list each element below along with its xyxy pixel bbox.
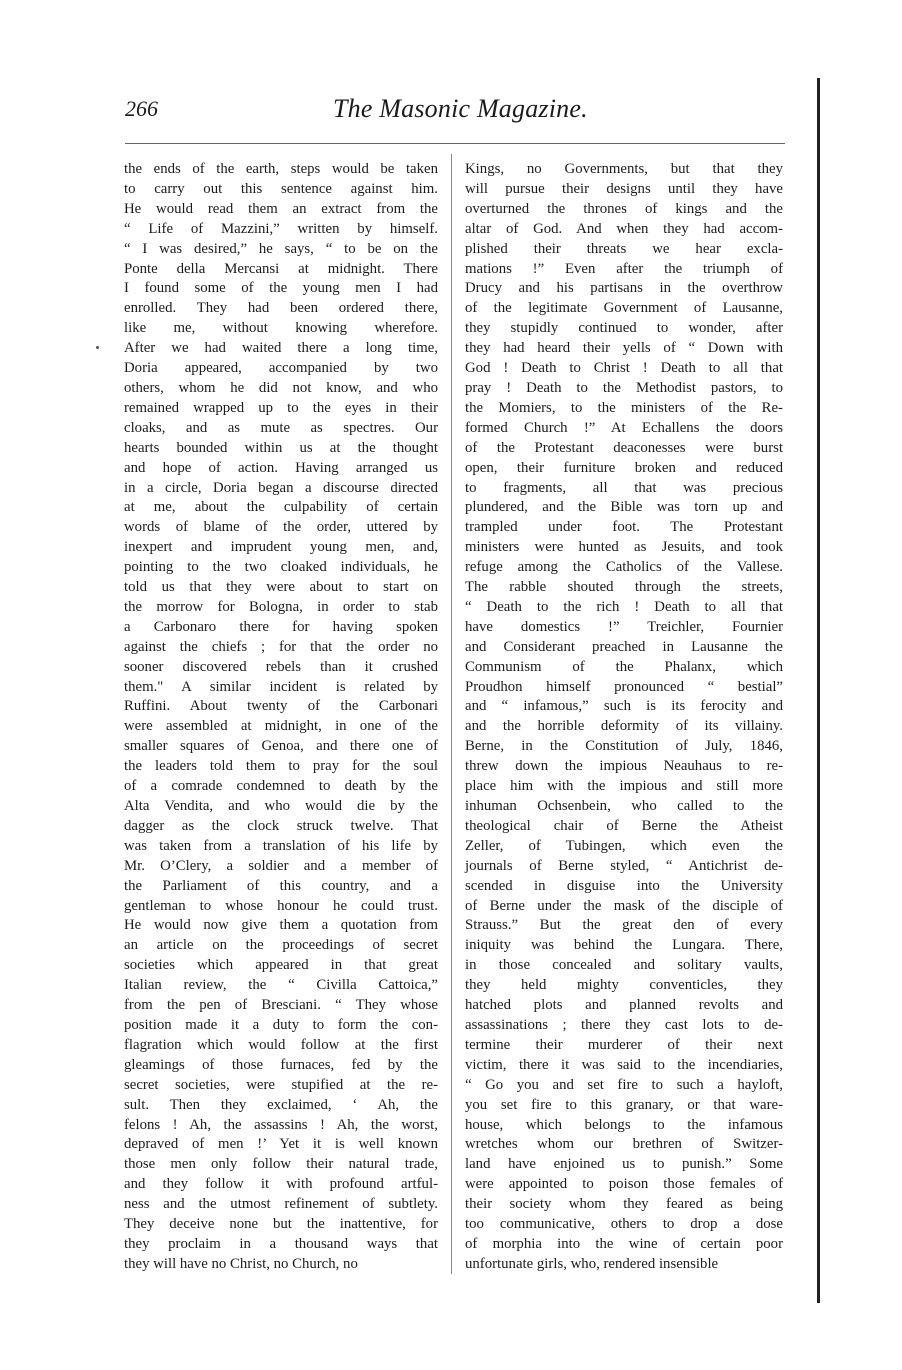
text-line: refuge among the Catholics of the Vallese. <box>465 559 783 576</box>
column-divider <box>451 154 452 1274</box>
text-line: Strauss.” But the great den of every <box>465 917 783 934</box>
text-line: them." A similar incident is related by <box>124 678 438 695</box>
text-line: those men only follow their natural trade, <box>124 1156 438 1173</box>
text-line: flagration which would follow at the first <box>124 1036 438 1053</box>
text-line: “ Death to the rich ! Death to all that <box>465 598 783 615</box>
text-line: Ponte della Mercansi at midnight. There <box>124 260 438 277</box>
text-line: and “ infamous,” such is its ferocity and <box>465 698 783 715</box>
text-line: the ends of the earth, steps would be taken <box>124 161 438 177</box>
text-line: They deceive none but the inattentive, for <box>124 1216 438 1233</box>
text-line: they will have no Christ, no Church, no <box>124 1255 358 1272</box>
text-line: ness and the utmost refinement of subtlety. <box>124 1196 438 1213</box>
text-line: remained wrapped up to the eyes in their <box>124 399 438 416</box>
text-line: to fragments, all that was precious <box>465 479 783 496</box>
text-line: an article on the proceedings of secret <box>124 937 438 954</box>
text-line: the leaders told them to pray for the soul <box>124 758 438 775</box>
text-line: they stupidly continued to wonder, after <box>465 320 783 337</box>
text-line: sult. Then they exclaimed, ‘ Ah, the <box>124 1096 438 1113</box>
text-line: He would now give them a quotation from <box>124 917 438 934</box>
text-line: overturned the thrones of kings and the <box>465 200 783 217</box>
text-line: secret societies, were stupified at the re- <box>124 1076 438 1093</box>
text-line: to carry out this sentence against him. <box>124 180 438 197</box>
text-line: land have enjoined us to punish.” Some <box>465 1156 783 1173</box>
text-line: altar of God. And when they had accom- <box>465 220 783 237</box>
text-line: and the horrible deformity of its villainy. <box>465 718 783 735</box>
text-line: have domestics !” Treichler, Fournier <box>465 618 783 635</box>
page-edge-rule <box>817 78 820 1303</box>
left-column <box>124 160 438 1275</box>
text-line: mations !” Even after the triumph of <box>465 260 783 277</box>
text-line: After we had waited there a long time, <box>124 340 438 357</box>
text-line: at me, about the culpability of certain <box>124 499 438 516</box>
text-line: they held mighty conventicles, they <box>465 977 783 994</box>
text-line: house, which belongs to the infamous <box>465 1116 783 1133</box>
text-line: of the Protestant deaconesses were burst <box>465 439 783 456</box>
text-line: Zeller, of Tubingen, which even the <box>465 837 783 854</box>
text-line: from the pen of Bresciani. “ They whose <box>124 997 438 1014</box>
text-line: inhuman Ochsenbein, who called to the <box>465 798 783 814</box>
text-line: Ruffini. About twenty of the Carbonari <box>124 698 438 715</box>
text-line: plished their threats we hear excla- <box>465 240 783 257</box>
text-line: a Carbonaro there for having spoken <box>124 618 438 635</box>
text-line: iniquity was behind the Lungara. There, <box>465 937 783 954</box>
text-line: gentleman to whose honour he could trust. <box>124 897 438 914</box>
text-line: they had heard their yells of “ Down with <box>465 340 783 357</box>
text-line: against the chiefs ; for that the order no <box>124 638 438 655</box>
text-line: Drucy and his partisans in the overthrow <box>465 280 783 297</box>
text-line: smaller squares of Genoa, and there one of <box>124 738 438 755</box>
page-number: 266 <box>125 96 158 121</box>
text-line: in those concealed and solitary vaults, <box>465 957 783 974</box>
text-line: ministers were hunted as Jesuits, and took <box>465 539 783 556</box>
text-line: Alta Vendita, and who would die by the <box>124 798 438 814</box>
text-line: enrolled. They had been ordered there, <box>124 300 438 317</box>
text-line: the Momiers, to the ministers of the Re- <box>465 399 783 416</box>
text-line: Communism of the Phalanx, which <box>465 658 783 675</box>
text-line: felons ! Ah, the assassins ! Ah, the worst, <box>124 1116 438 1133</box>
text-line: formed Church !” At Echallens the doors <box>465 419 783 436</box>
text-line: cloaks, and as mute as spectres. Our <box>124 419 438 436</box>
text-line: “ Go you and set fire to such a hayloft, <box>465 1076 783 1093</box>
right-column <box>465 160 783 1275</box>
text-line: and they follow it with profound artful- <box>124 1176 438 1193</box>
text-line: assassinations ; there they cast lots to de- <box>465 1016 783 1033</box>
text-line: I found some of the young men I had <box>124 280 438 297</box>
text-line: in a circle, Doria began a discourse directed <box>124 479 438 496</box>
text-line: “ Life of Mazzini,” written by himself. <box>124 220 438 237</box>
text-line: too communicative, others to drop a dose <box>465 1216 783 1233</box>
text-line: was taken from a translation of his life by <box>124 837 438 854</box>
text-line: unfortunate girls, who, rendered insensible <box>465 1255 719 1272</box>
text-line: The rabble shouted through the streets, <box>465 579 783 596</box>
text-line: journals of Berne styled, “ Antichrist de- <box>465 857 783 874</box>
text-line: Italian review, the “ Civilla Cattoica,” <box>124 977 438 994</box>
text-line: and Considerant preached in Lausanne the <box>465 638 783 655</box>
text-line: trampled under foot. The Protestant <box>465 519 783 536</box>
text-line: Proudhon himself pronounced “ bestial” <box>465 678 783 695</box>
text-line: words of blame of the order, uttered by <box>124 519 438 536</box>
text-line: scended in disguise into the University <box>465 877 783 894</box>
text-line: like me, without knowing wherefore. <box>124 320 438 337</box>
page-header <box>125 96 785 136</box>
text-line: theological chair of Berne the Atheist <box>465 817 783 834</box>
text-line: place him with the impious and still more <box>465 778 783 795</box>
text-line: the Parliament of this country, and a <box>124 877 438 894</box>
text-line: termine their murderer of their next <box>465 1036 783 1053</box>
text-line: the morrow for Bologna, in order to stab <box>124 598 438 615</box>
text-line: pointing to the two cloaked individuals, he <box>124 559 438 576</box>
text-line: you set fire to this granary, or that ware- <box>465 1096 783 1113</box>
text-line: dagger as the clock struck twelve. That <box>124 817 438 834</box>
text-line: of a comrade condemned to death by the <box>124 778 438 795</box>
text-line: Kings, no Governments, but that they <box>465 161 783 177</box>
text-line: others, whom he did not know, and who <box>124 379 438 396</box>
header-rule <box>125 143 785 144</box>
text-line: hatched plots and planned revolts and <box>465 997 783 1014</box>
text-line: victim, there it was said to the incendiaries, <box>465 1056 783 1073</box>
text-line: threw down the impious Neauhaus to re- <box>465 758 783 775</box>
text-line: “ I was desired,” he says, “ to be on the <box>124 240 438 257</box>
text-line: depraved of men !’ Yet it is well known <box>124 1136 438 1153</box>
text-line: gleamings of those furnaces, fed by the <box>124 1056 438 1073</box>
text-line: Mr. O’Clery, a soldier and a member of <box>124 857 438 874</box>
text-line: of the legitimate Government of Lausanne, <box>465 300 783 317</box>
text-line: societies which appeared in that great <box>124 957 438 974</box>
text-line: of morphia into the wine of certain poor <box>465 1235 783 1252</box>
text-line: open, their furniture broken and reduced <box>465 459 783 476</box>
running-title: The Masonic Magazine. <box>333 94 588 123</box>
text-line: pray ! Death to the Methodist pastors, to <box>465 379 783 396</box>
margin-mark <box>96 346 99 349</box>
text-line: plundered, and the Bible was torn up and <box>465 499 783 516</box>
text-line: Berne, in the Constitution of July, 1846, <box>465 738 783 755</box>
text-line: Doria appeared, accompanied by two <box>124 360 438 377</box>
text-line: of Berne under the mask of the disciple of <box>465 897 783 914</box>
text-line: wretches whom our brethren of Switzer- <box>465 1136 783 1153</box>
text-line: hearts bounded within us at the thought <box>124 439 438 456</box>
text-line: and hope of action. Having arranged us <box>124 459 438 476</box>
text-line: will pursue their designs until they have <box>465 180 783 197</box>
text-line: were appointed to poison those females of <box>465 1176 783 1193</box>
text-line: were assembled at midnight, in one of the <box>124 718 438 735</box>
text-line: they proclaim in a thousand ways that <box>124 1235 438 1252</box>
text-line: He would read them an extract from the <box>124 200 438 217</box>
text-line: God ! Death to Christ ! Death to all that <box>465 360 783 377</box>
text-line: their society whom they feared as being <box>465 1196 783 1213</box>
text-line: sooner discovered rebels than it crushed <box>124 658 438 675</box>
text-line: position made it a duty to form the con- <box>124 1016 438 1033</box>
text-line: told us that they were about to start on <box>124 579 438 596</box>
text-line: inexpert and imprudent young men, and, <box>124 539 438 556</box>
